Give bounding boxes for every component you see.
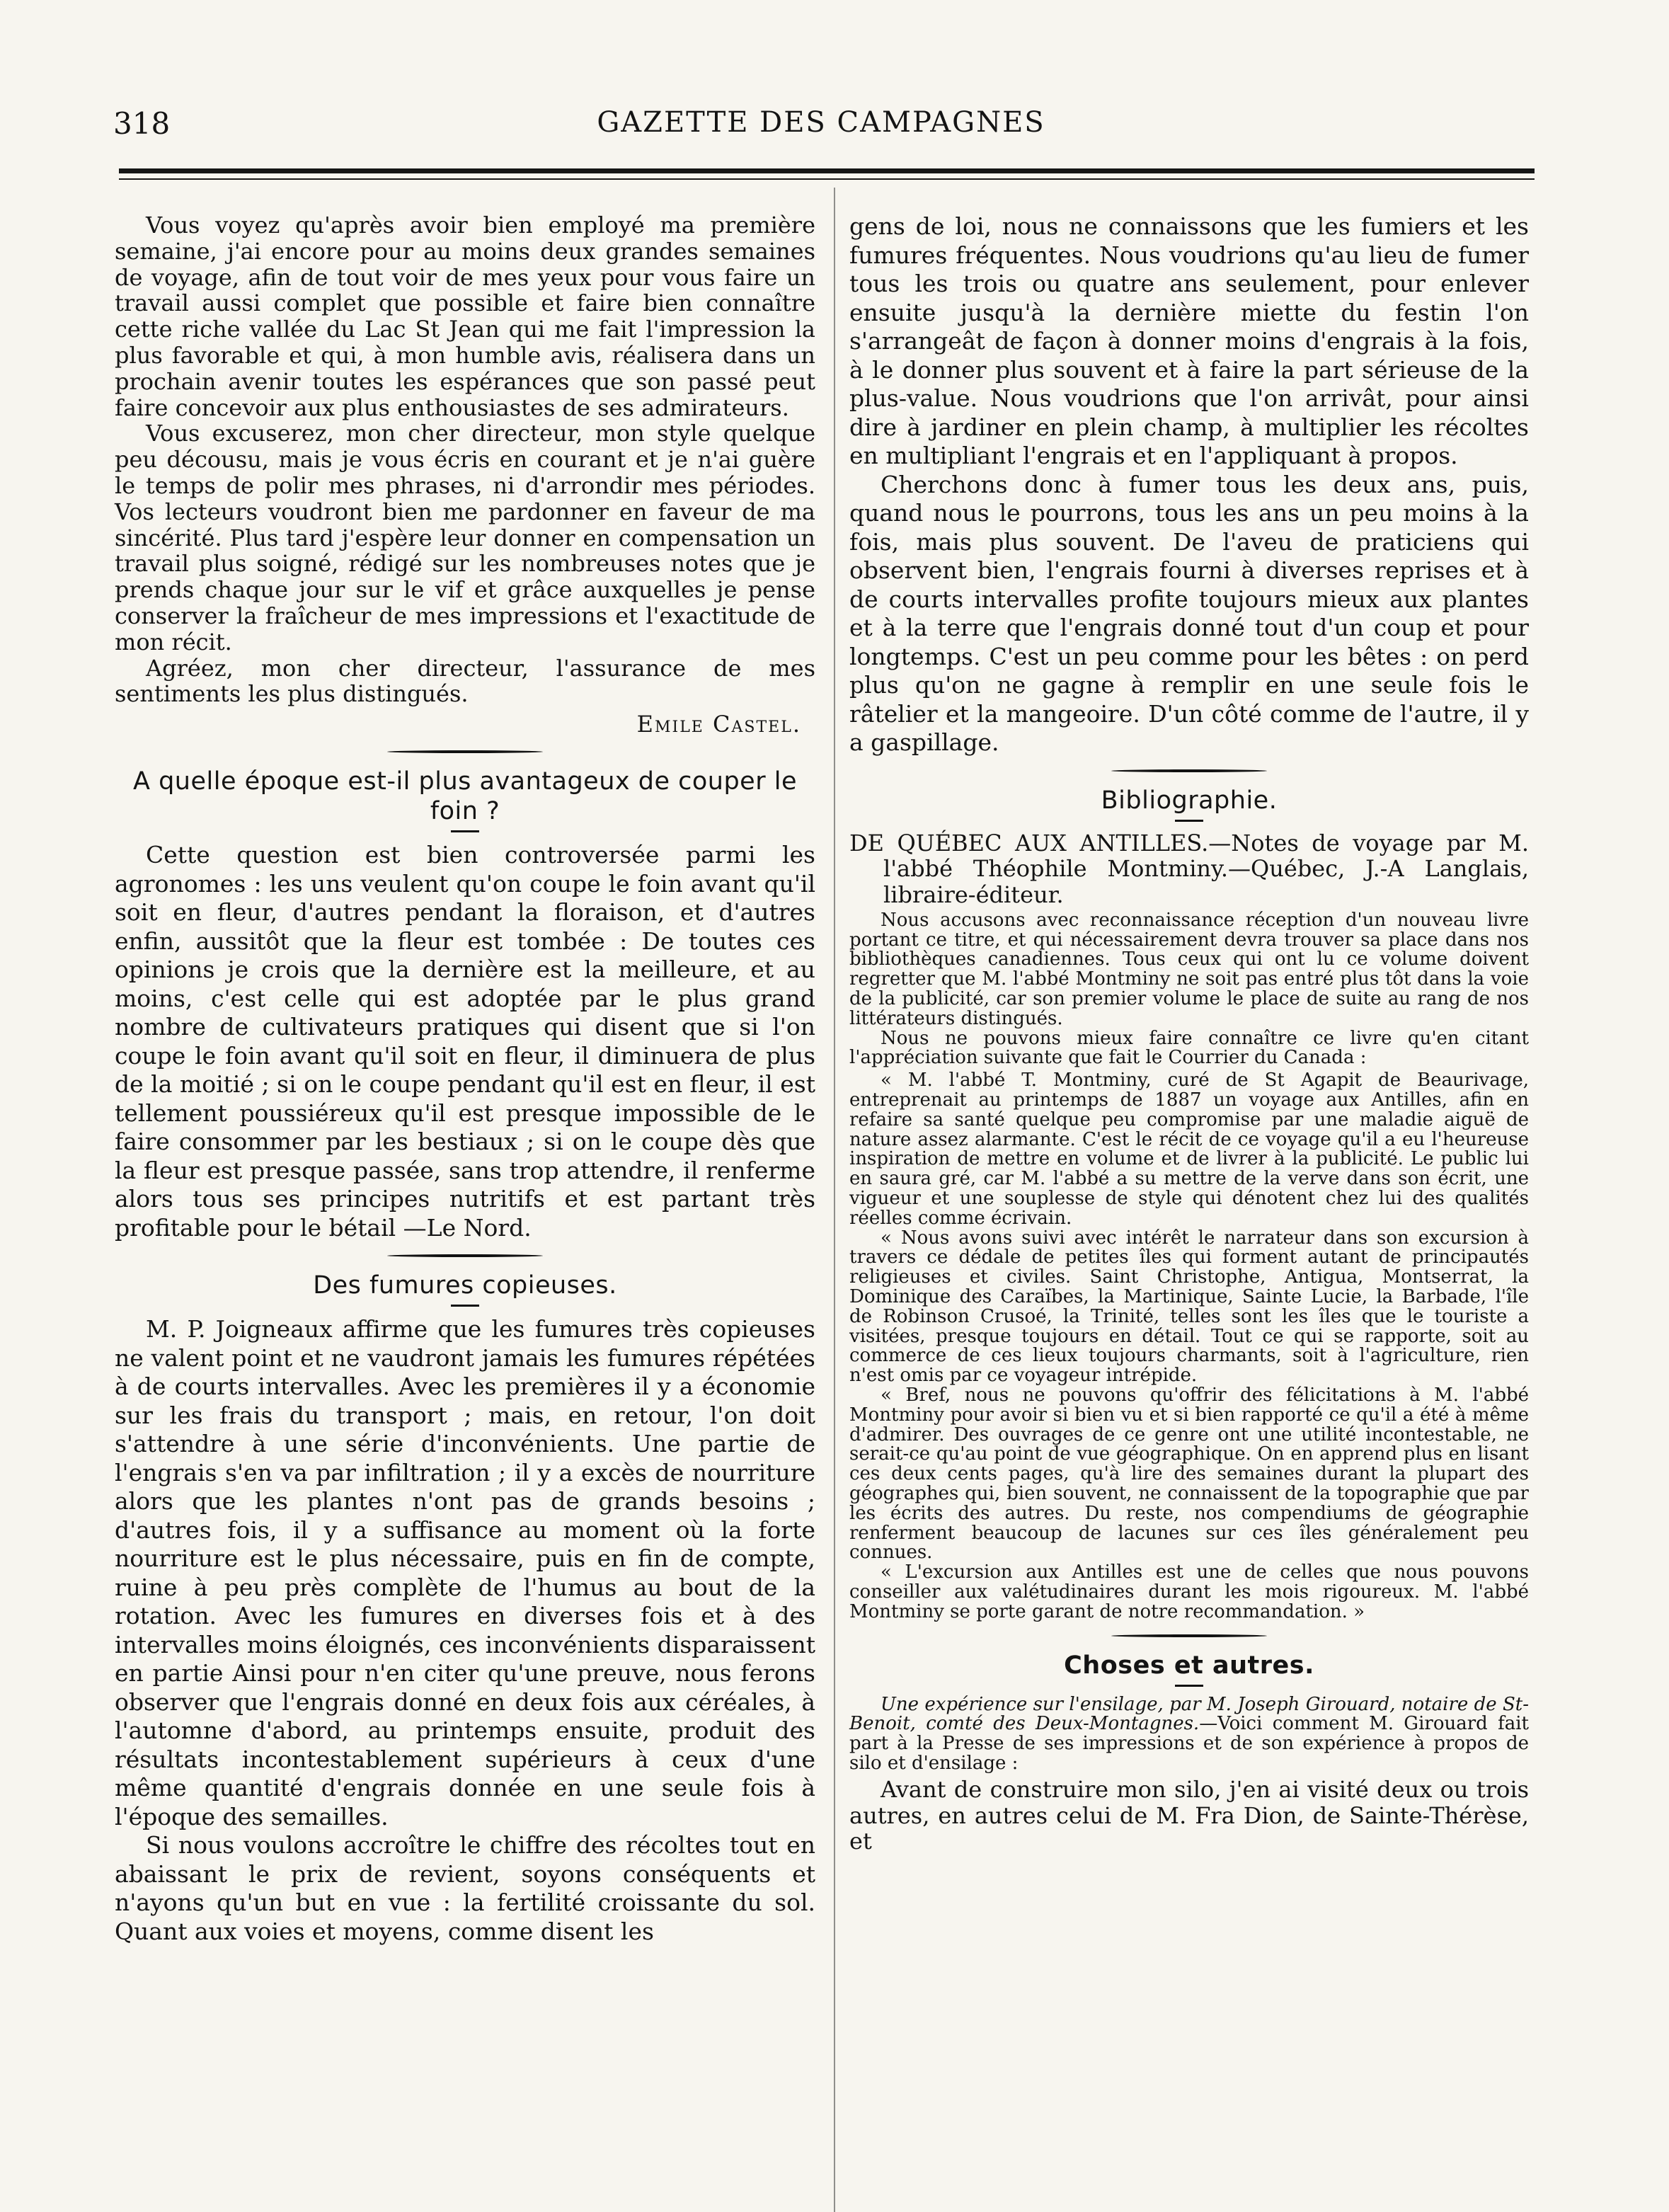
- title-dash: [1175, 1685, 1203, 1687]
- journal-title: GAZETTE DES CAMPAGNES: [597, 106, 1045, 139]
- letter-article: [115, 212, 815, 738]
- choses-lead-rest: —Voici comment M. Girouard fait part à la Presse de ses impressions et de son expérience à propos de silo et d'ensilage :: [849, 1713, 1529, 1774]
- biblio-paragraph: Nous ne pouvons mieux faire connaître ce livre qu'en citant l'appréciation suivante que fait le Courrier du Canada :: [849, 1027, 1529, 1069]
- section-divider: [1111, 767, 1267, 774]
- choses-article: [849, 1651, 1529, 1855]
- fumures-paragraph: M. P. Joigneaux affirme que les fumures très copieuses ne valent point et ne vaudront jamais les fumures répétées à de courts intervalles. Avec les premières il y a économie sur les frais du transport ; mais, en retour, l'on doit s'attendre à une série d'inconvénients. Une partie de l'engrais s'en va par infiltration ; il y a excès de nourriture alors que les plantes n'ont pas de grands besoins ; d'autres fois, il y a suffisance au moment où la forte nourriture est le plus nécessaire, puis en fin de compte, ruine à peu près complète de l'humus au bout de la rotation. Avec les fumures en diverses fois et à des intervalles moins éloignés, ces inconvénients disparaissent en partie Ainsi pour n'en citer qu'une preuve, nous ferons observer que l'engrais donné en deux fois aux céréales, à l'automne d'abord, au printemps ensuite, produit des résultats incontestablement supérieurs à ceux d'une même quantité d'engrais donnée en une seule fois à l'époque des semailles.: [115, 1315, 815, 1830]
- choses-lead: [849, 1695, 1529, 1774]
- biblio-quote: « Nous avons suivi avec intérêt le narrateur dans son excursion à travers ce dédale de petites îles qui forment autant de principautés religieuses et civiles. Saint Christophe, Antigua, Montserrat, la Dominique des Caraïbes, la Martinique, Sainte Lucie, la Barbade, l'île de Robinson Crusoé, la Trinité, telles sont les îles que le touriste a visitées, presque toujours en détail. Tout ce qui se rapporte, soit au commerce de ces lieux toujours charmants, soit à l'agriculture, rien n'est omis par ce voyageur intrépide.: [849, 1227, 1529, 1387]
- article-title-choses: Choses et autres.: [1064, 1651, 1314, 1680]
- choses-lead-italic: Une expérience sur l'ensilage, par M. Joseph Girouard, notaire de St-Benoit, comté des Deux-Montagnes.: [849, 1693, 1529, 1735]
- fumures-paragraph: Si nous voulons accroître le chiffre des récoltes tout en abaissant le prix de revient, soyons conséquents et n'ayons qu'un but en vue : la fertilité croissante du sol. Quant aux voies et moyens, comme disent les: [115, 1831, 815, 1945]
- biblio-quote: « L'excursion aux Antilles est une de celles que nous pouvons conseiller aux valétudinaires durant les mois rigoureux. M. l'abbé Montminy se porte garant de notre recommandation. »: [849, 1561, 1529, 1622]
- biblio-quote: « M. l'abbé T. Montminy, curé de St Agapit de Beaurivage, entreprenait au printemps de 1887 un voyage aux Antilles, afin en refaire sa santé quelque peu compromise par une maladie aiguë de nature assez alarmante. C'est le récit de ce voyage qu'il a eu l'heureuse inspiration de mettre en volume et de livrer à la publicité. Le public lui en saura gré, car M. l'abbé a su mettre de la verve dans son écrit, une vigueur et une souplesse de style qui dénotent chez lui des qualités réelles comme écrivain.: [849, 1070, 1529, 1229]
- section-divider: [387, 1252, 543, 1259]
- title-dash: [451, 830, 479, 832]
- header-rule-thick: [119, 168, 1535, 173]
- letter-paragraph: Vous excuserez, mon cher directeur, mon style quelque peu décousu, mais je vous écris en courant et je n'ai guère le temps de polir mes phrases, ni d'arrondir mes périodes. Vos lecteurs voudront bien me pardonner en faveur de ma sincérité. Plus tard j'espère leur donner en compensation un travail plus soigné, rédigé sur les nombreuses notes que je prends chaque jour sur le vif et grâce auxquelles je pense conserver la fraîcheur de mes impressions et l'exactitude de mon récit.: [115, 420, 815, 655]
- bibliographie-article: [849, 786, 1529, 1622]
- biblio-paragraph: Nous accusons avec reconnaissance réception d'un nouveau livre portant ce titre, et qui nécessairement devra trouver sa place dans nos bibliothèques canadiennes. Tous ceux qui ont lu ce volume doivent regretter que M. l'abbé Montminy ne soit pas entré plus tôt dans la voie de la publicité, car son premier volume le place de suite au rang de nos littérateurs distingués.: [849, 909, 1529, 1029]
- letter-paragraph: Vous voyez qu'après avoir bien employé ma première semaine, j'ai encore pour au moins deux grandes semaines de voyage, afin de tout voir de mes yeux pour vous faire un travail aussi complet que possible et faire bien connaître cette riche vallée du Lac St Jean qui me fait l'impression la plus favorable et qui, à mon humble avis, réalisera dans un prochain avenir toutes les espérances que son passé peut faire concevoir aux plus enthousiastes de ses admirateurs.: [115, 212, 815, 421]
- section-divider: [1111, 1632, 1267, 1639]
- title-dash: [1175, 820, 1203, 822]
- signature: Emile Castel.: [636, 711, 801, 738]
- header-rule-thin: [119, 178, 1535, 180]
- column-divider: [834, 188, 835, 2212]
- foin-paragraph: Cette question est bien controversée parmi les agronomes : les uns veulent qu'on coupe le foin avant qu'il soit en fleur, d'autres pendant la floraison, et d'autres enfin, aussitôt que la fleur est tombée : De toutes ces opinions je crois que la dernière est la meilleure, et au moins, c'est celle qui est adoptée par le plus grand nombre de cultivateurs pratiques qui disent que si l'on coupe le foin avant qu'il soit en fleur, il diminuera de plus de la moitié ; si on le coupe pendant qu'il est en fleur, il est tellement poussiéreux qu'il est presque impossible de le faire consommer par les bestiaux ; si on le coupe dès que la fleur est presque passée, sans trop attendre, il renferme alors tous ses principes nutritifs et est partant très profitable pour le bétail —Le Nord.: [115, 841, 815, 1242]
- title-dash: [451, 1305, 479, 1307]
- biblio-quote: « Bref, nous ne pouvons qu'offrir des félicitations à M. l'abbé Montminy pour avoir si bien vu et si bien rapporté ce qu'il a été à même d'admirer. Des ouvrages de ce genre ont une utilité incontestable, ne serait-ce qu'au point de vue géographique. On en apprend plus en lisant ces deux cents pages, qu'à lire des semaines durant la plupart des géographes qui, bien souvent, ne connaissent de la topographie que par les écrits des autres. Du reste, nos compendiums de géographie renferment beaucoup de lacunes sur ces îles généralement peu connues.: [849, 1385, 1529, 1564]
- choses-paragraph: Avant de construire mon silo, j'en ai visité deux ou trois autres, en autres celui de M. Fra Dion, de Sainte-Thérèse, et: [849, 1775, 1529, 1855]
- page-number: 318: [113, 106, 171, 141]
- article-title-foin: A quelle époque est-il plus avantageux de couper le foin ?: [133, 767, 797, 826]
- section-divider: [387, 748, 543, 755]
- article-title-fumures: Des fumures copieuses.: [313, 1271, 617, 1300]
- left-column: [115, 212, 815, 1946]
- article-title-bibliographie: Bibliographie.: [1101, 786, 1278, 815]
- fumures-continued-paragraph: Cherchons donc à fumer tous les deux ans, puis, quand nous le pourrons, tous les ans un peu moins à la fois, mais plus souvent. De l'aveu de praticiens qui observent bien, l'engrais fourni à diverses reprises et à de courts intervalles profite toujours mieux aux plantes et à la terre que l'engrais donné tout d'un coup et pour longtemps. C'est un peu comme pour les bêtes : on perd plus qu'on ne gagne à remplir en une seule fois le râtelier et la mangeoire. D'un côté comme de l'autre, il y a gaspillage.: [849, 470, 1529, 756]
- letter-paragraph: Agréez, mon cher directeur, l'assurance de mes sentiments les plus distingués.: [115, 654, 815, 708]
- fumures-continued: [849, 212, 1529, 757]
- fumures-continued-paragraph: gens de loi, nous ne connaissons que les fumiers et les fumures fréquentes. Nous voudrions qu'au lieu de fumer tous les trois ou quatre ans seulement, pour enlever ensuite jusqu'à la dernière miette du festin l'on s'arrangeât de façon à donner moins d'engrais à la fois, à le donner plus souvent et à faire la part sérieuse de la plus-value. Nous voudrions que l'on arrivât, pour ainsi dire à jardiner en plein champ, à multiplier les récoltes en multipliant l'engrais et en l'appliquant à propos.: [849, 212, 1529, 469]
- right-column: [849, 212, 1529, 1855]
- page-header: [113, 106, 1529, 149]
- foin-article: [115, 767, 815, 1242]
- fumures-article: [115, 1271, 815, 1946]
- biblio-entry: DE QUÉBEC AUX ANTILLES.—Notes de voyage par M. l'abbé Théophile Montminy.—Québec, J.-A Langlais, libraire-éditeur.: [849, 829, 1529, 909]
